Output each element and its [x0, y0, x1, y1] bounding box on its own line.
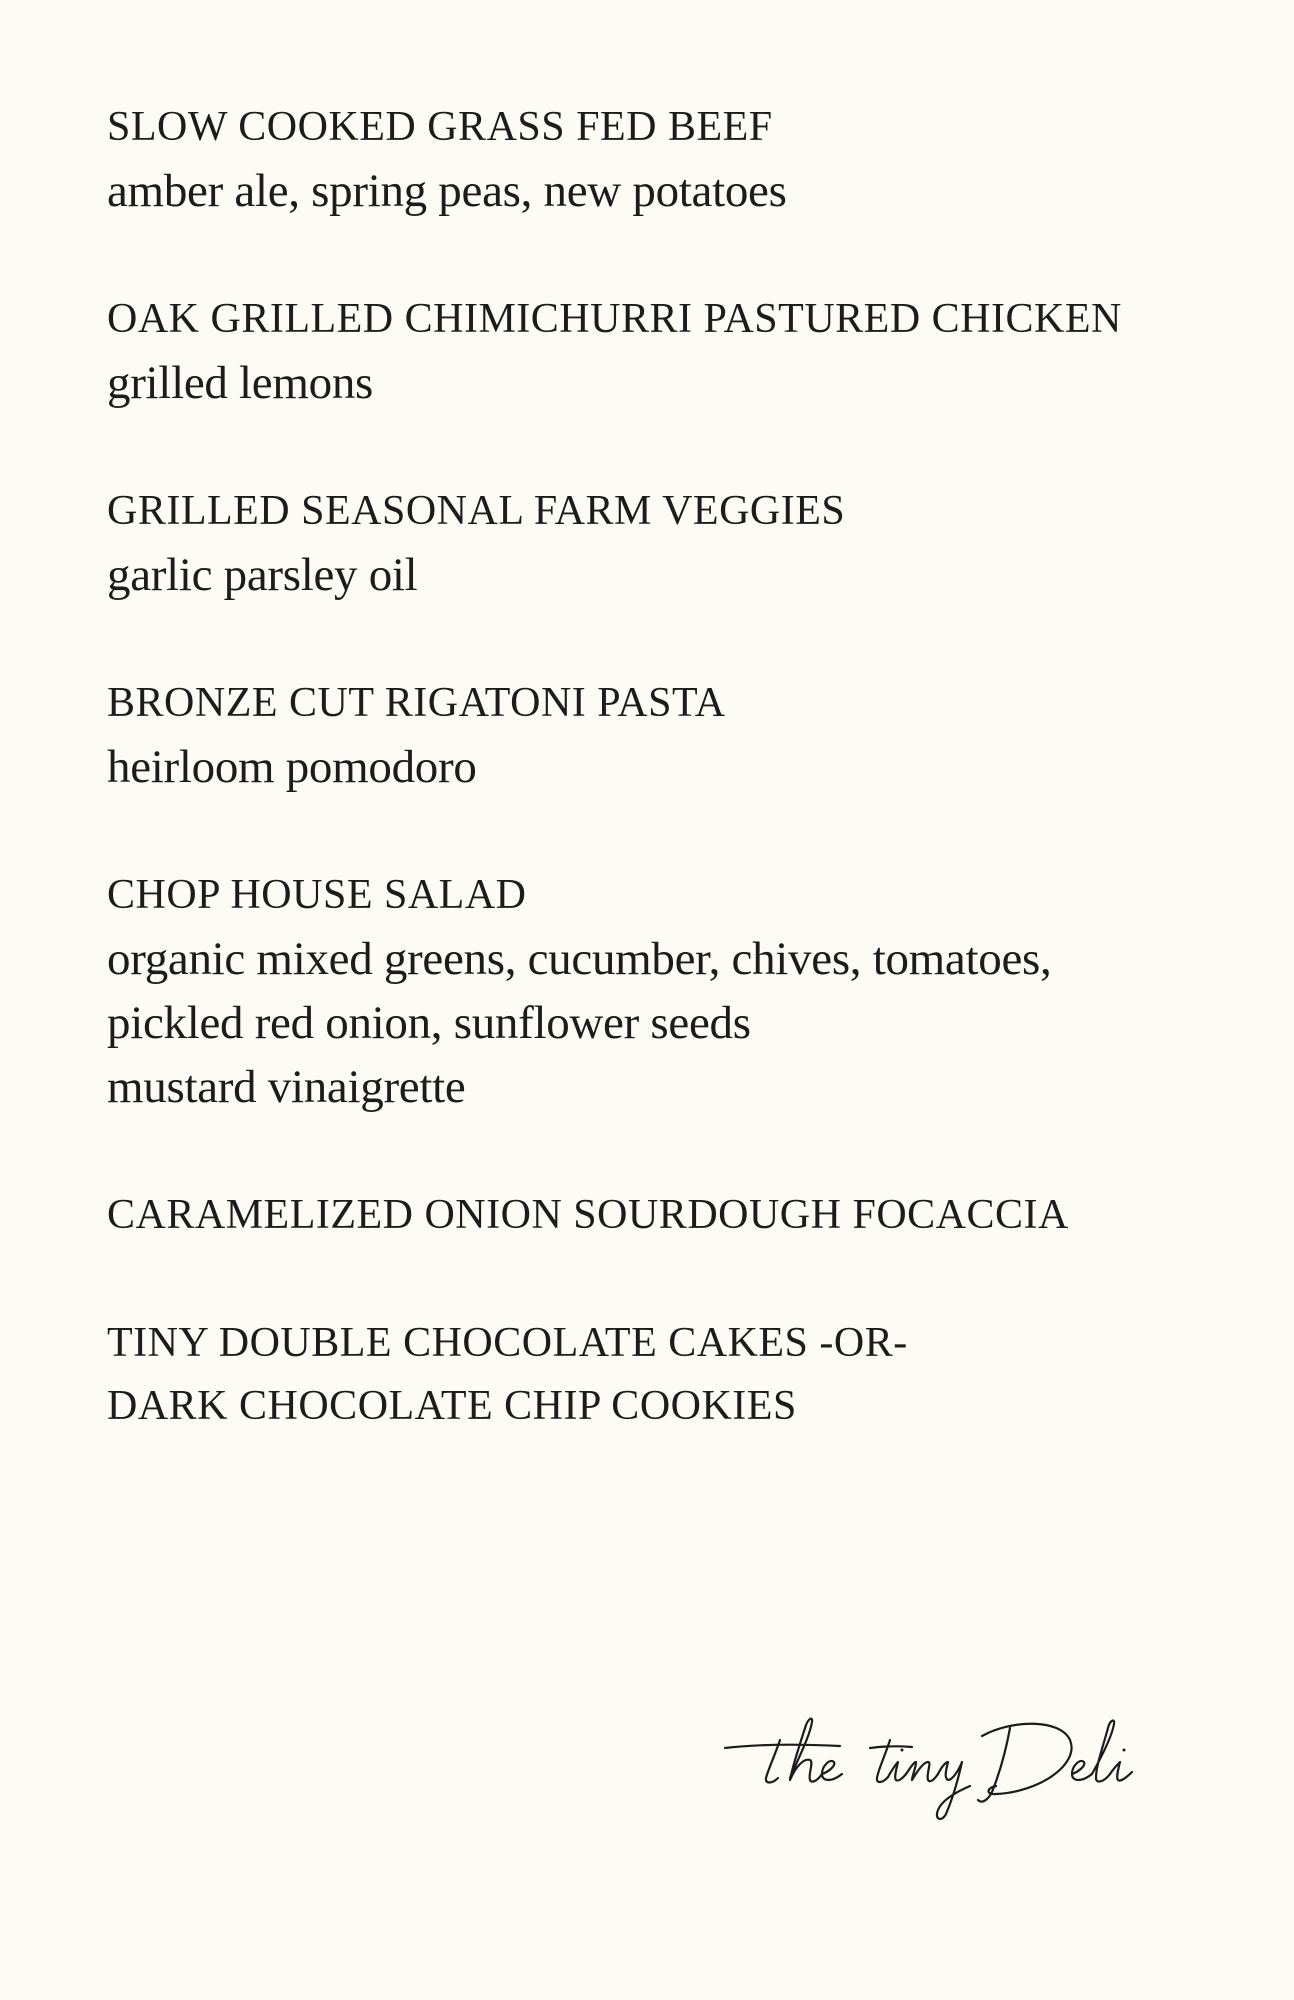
menu-item-chicken — [107, 288, 1227, 415]
menu-item-title: SLOW COOKED GRASS FED BEEF — [107, 104, 773, 150]
menu-item-title: TINY DOUBLE CHOCOLATE CAKES -OR- — [107, 1320, 908, 1366]
menu-item-beef — [107, 96, 1227, 223]
menu-list — [107, 96, 1227, 1503]
menu-item-dessert — [107, 1312, 1227, 1438]
menu-item-pasta — [107, 672, 1227, 799]
menu-item-description: grilled lemons — [107, 357, 374, 409]
menu-item-description: mustard vinaigrette — [107, 1061, 466, 1113]
menu-item-title: CHOP HOUSE SALAD — [107, 872, 527, 918]
menu-item-salad — [107, 864, 1227, 1119]
menu-item-description: organic mixed greens, cucumber, chives, tomatoes, — [107, 933, 1052, 985]
menu-item-description: amber ale, spring peas, new potatoes — [107, 165, 787, 217]
menu-item-title: OAK GRILLED CHIMICHURRI PASTURED CHICKEN — [107, 296, 1122, 342]
menu-item-description: garlic parsley oil — [107, 549, 418, 601]
brand-logo — [720, 1700, 1160, 1830]
script-logo-icon — [720, 1700, 1160, 1830]
menu-item-description: pickled red onion, sunflower seeds — [107, 997, 751, 1049]
menu-item-title: BRONZE CUT RIGATONI PASTA — [107, 680, 726, 726]
menu-item-title: CARAMELIZED ONION SOURDOUGH FOCACCIA — [107, 1192, 1069, 1238]
menu-item-veggies — [107, 480, 1227, 607]
menu-item-description: heirloom pomodoro — [107, 741, 477, 793]
menu-item-title-continued: DARK CHOCOLATE CHIP COOKIES — [107, 1383, 797, 1429]
menu-item-title: GRILLED SEASONAL FARM VEGGIES — [107, 488, 846, 534]
menu-item-focaccia — [107, 1184, 1227, 1247]
